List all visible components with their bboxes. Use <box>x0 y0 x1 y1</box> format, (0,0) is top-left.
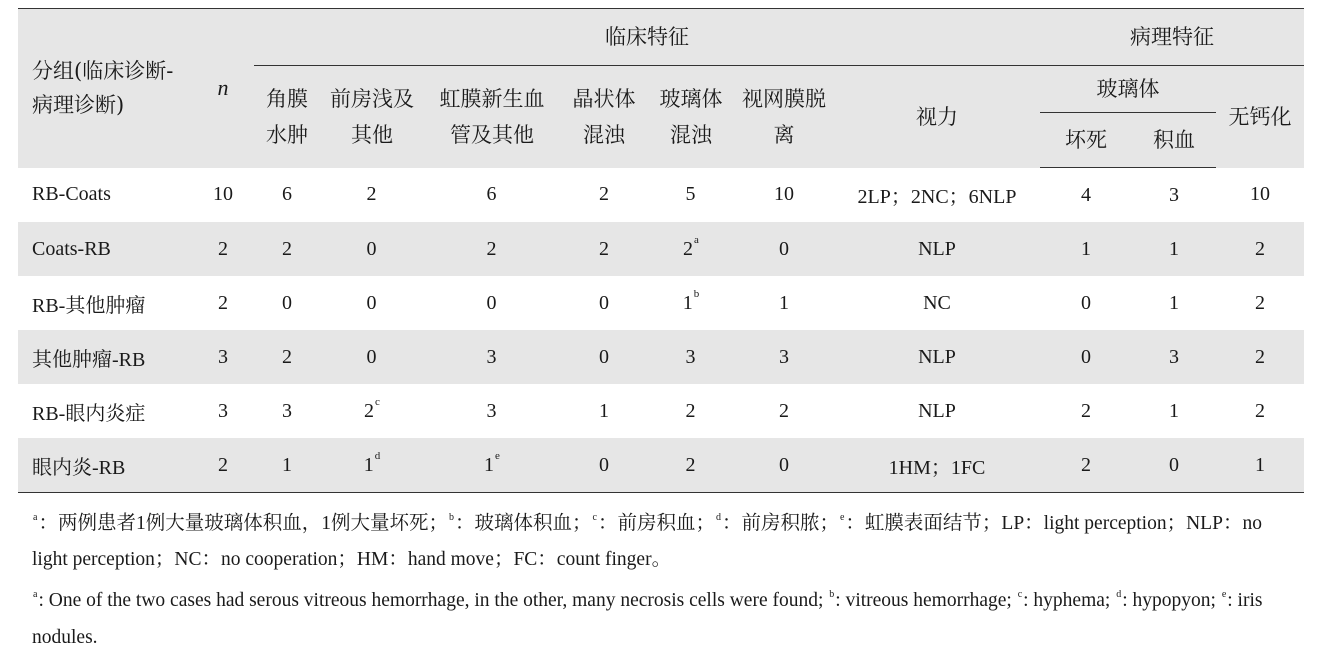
header-lens: 晶状体混浊 <box>572 86 636 147</box>
header-hemorrhage: 积血 <box>1132 113 1216 168</box>
cell-hemorrhage: 1 <box>1132 222 1216 276</box>
cell-lens: 0 <box>560 438 648 493</box>
cell-n: 2 <box>192 222 254 276</box>
cell-iris: 1e <box>424 438 560 493</box>
cell-cornea: 2 <box>254 222 320 276</box>
cell-vision: NLP <box>834 222 1040 276</box>
cell-calcification: 1 <box>1216 438 1304 493</box>
cell-hemorrhage: 1 <box>1169 399 1179 422</box>
cell-lens: 0 <box>560 330 648 384</box>
footnote-english: $^a$: One of the two cases had serous vitreous hemorrhage, in the other, many necrosis cells were found; $^b$: vitreous hemorrhage; $^c$: hyphema; $^d$: hypopyon; $^e$: iris nodules. <box>32 589 1263 648</box>
cell-anterior: 1$^d$ <box>320 438 424 493</box>
cell-cornea: 6 <box>282 183 292 206</box>
cell-necrosis: 0 <box>1081 291 1091 314</box>
cell-calcification: 2 <box>1255 399 1265 422</box>
cell-group: RB-其他肿瘤 <box>32 294 146 317</box>
cell-group: 眼内炎-RB <box>18 438 192 493</box>
cell-iris: 6 <box>486 183 497 206</box>
cell-vision: 2LP；2NC；6NLP <box>857 186 1017 209</box>
cell-lens: 2 <box>560 222 648 276</box>
header-retina: 视网膜脱离 <box>742 86 826 147</box>
cell-hemorrhage: 0 <box>1132 438 1216 493</box>
cell-retina: 1 <box>779 291 789 314</box>
cell-hemorrhage: 3 <box>1132 330 1216 384</box>
cell-vitreous-opacity: 2 <box>648 438 734 493</box>
cell-iris: 2 <box>424 222 560 276</box>
cell-retina: 2 <box>779 399 789 422</box>
cell-n: 3 <box>218 399 228 422</box>
cell-calcification: 2 <box>1255 291 1265 314</box>
header-vitreous-opacity: 玻璃体混浊 <box>659 86 723 147</box>
cell-retina: 0 <box>734 222 834 276</box>
cell-iris: 3 <box>486 399 497 422</box>
cell-retina: 3 <box>734 330 834 384</box>
cell-group: Coats-RB <box>18 222 192 276</box>
table-row <box>18 330 1304 384</box>
cell-necrosis: 2 <box>1040 438 1132 493</box>
cell-necrosis: 4 <box>1081 183 1091 206</box>
cell-anterior: 0 <box>366 291 377 314</box>
header-pathology: 病理特征 <box>1040 9 1304 66</box>
cell-lens: 2 <box>599 183 609 206</box>
cell-vision: NLP <box>834 330 1040 384</box>
cell-anterior: 0 <box>320 222 424 276</box>
cell-retina: 0 <box>734 438 834 493</box>
clinical-pathology-table <box>18 8 1304 493</box>
table-row <box>18 168 1304 223</box>
header-clinical: 临床特征 <box>254 9 1040 66</box>
header-vision: 视力 <box>916 104 958 129</box>
table-row <box>18 222 1304 276</box>
cell-necrosis: 1 <box>1040 222 1132 276</box>
cell-vitreous-opacity: 3 <box>648 330 734 384</box>
cell-lens: 0 <box>599 291 609 314</box>
cell-iris: 0 <box>486 291 497 314</box>
cell-hemorrhage: 1 <box>1169 291 1179 314</box>
header-cornea: 角膜水肿 <box>266 86 308 147</box>
cell-n: 3 <box>192 330 254 384</box>
footnote-chinese: $^a$：两例患者1例大量玻璃体积血，1例大量坏死；$^b$：玻璃体积血；$^c$：前房积血；$^d$：前房积脓；$^e$：虹膜表面结节；LP：light perception；NLP：no light perception；NC：no cooperation；HM：hand move；FC：count finger。 <box>32 512 1262 570</box>
cell-retina: 10 <box>774 183 794 206</box>
header-iris: 虹膜新生血管及其他 <box>439 86 545 147</box>
cell-necrosis: 2 <box>1081 399 1091 422</box>
cell-group: RB-眼内炎症 <box>32 402 146 425</box>
cell-calcification: 10 <box>1250 183 1270 206</box>
cell-anterior: 2 <box>366 183 377 206</box>
header-necrosis: 坏死 <box>1040 113 1132 168</box>
table-row <box>18 438 1304 493</box>
cell-vitreous-opacity: 2$^a$ <box>648 222 734 276</box>
cell-cornea: 2 <box>254 330 320 384</box>
cell-vision: NLP <box>918 399 956 422</box>
cell-anterior: 2$^c$ <box>364 395 380 422</box>
cell-cornea: 1 <box>254 438 320 493</box>
cell-vision: NC <box>923 291 951 314</box>
header-calcification: 无钙化 <box>1228 104 1292 129</box>
cell-iris: 3 <box>424 330 560 384</box>
cell-group: RB-Coats <box>32 183 111 206</box>
cell-lens: 1 <box>599 399 609 422</box>
cell-calcification: 2 <box>1216 222 1304 276</box>
table-row <box>18 384 1304 438</box>
cell-n: 10 <box>213 183 233 206</box>
cell-vision: 1HM；1FC <box>834 438 1040 493</box>
cell-cornea: 0 <box>282 291 292 314</box>
cell-n: 2 <box>218 291 228 314</box>
cell-n: 2 <box>192 438 254 493</box>
cell-vitreous-opacity: 5 <box>685 183 696 206</box>
cell-vitreous-opacity: 1$^b$ <box>682 287 700 314</box>
cell-hemorrhage: 3 <box>1169 183 1179 206</box>
cell-cornea: 3 <box>282 399 292 422</box>
cell-anterior: 0 <box>320 330 424 384</box>
header-n: n <box>192 9 254 168</box>
table-row <box>18 276 1304 330</box>
header-group: 分组(临床诊断-病理诊断) <box>18 9 192 168</box>
header-anterior: 前房浅及其他 <box>330 86 414 147</box>
header-vitreous: 玻璃体 <box>1040 66 1216 113</box>
cell-group: 其他肿瘤-RB <box>18 330 192 384</box>
cell-necrosis: 0 <box>1040 330 1132 384</box>
cell-calcification: 2 <box>1216 330 1304 384</box>
cell-vitreous-opacity: 2 <box>685 399 696 422</box>
